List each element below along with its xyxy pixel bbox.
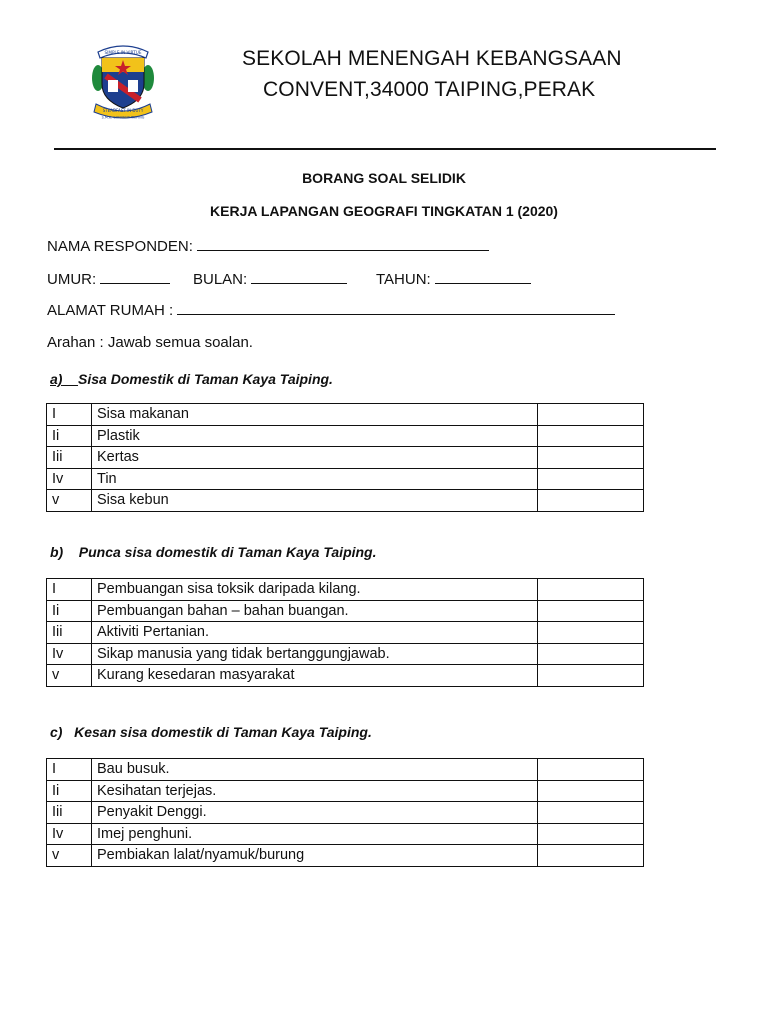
section-a-marker: a) xyxy=(50,371,63,387)
row-item: Imej penghuni. xyxy=(92,823,538,845)
table-row xyxy=(47,802,644,824)
row-item: Pembiakan lalat/nyamuk/burung xyxy=(92,845,538,867)
row-number: Ii xyxy=(47,425,92,447)
answer-cell[interactable] xyxy=(538,759,644,781)
section-b-heading xyxy=(50,544,377,560)
row-number: v xyxy=(47,665,92,687)
section-a-heading xyxy=(50,371,333,387)
row-number: Iv xyxy=(47,823,92,845)
nama-responden-field xyxy=(47,236,489,255)
row-item: Sisa kebun xyxy=(92,490,538,512)
row-number: Iv xyxy=(47,643,92,665)
answer-cell[interactable] xyxy=(538,643,644,665)
form-subtitle: KERJA LAPANGAN GEOGRAFI TINGKATAN 1 (2020) xyxy=(210,203,558,219)
answer-cell[interactable] xyxy=(538,845,644,867)
form-title: BORANG SOAL SELIDIK xyxy=(302,170,466,186)
answer-cell[interactable] xyxy=(538,780,644,802)
answer-cell[interactable] xyxy=(538,823,644,845)
table-row xyxy=(47,600,644,622)
row-item: Penyakit Denggi. xyxy=(92,802,538,824)
table-row xyxy=(47,447,644,469)
row-item: Sikap manusia yang tidak bertanggungjawab. xyxy=(92,643,538,665)
answer-cell[interactable] xyxy=(538,579,644,601)
school-name-line-1: SEKOLAH MENENGAH KEBANGSAAN xyxy=(242,47,622,70)
section-a-table xyxy=(46,403,644,512)
umur-field xyxy=(47,269,170,288)
bulan-field xyxy=(193,269,347,288)
answer-cell[interactable] xyxy=(538,447,644,469)
alamat-rumah-label: ALAMAT RUMAH : xyxy=(47,302,174,319)
table-row xyxy=(47,468,644,490)
umur-blank[interactable] xyxy=(100,269,170,284)
section-c-title: Kesan sisa domestik di Taman Kaya Taiping. xyxy=(74,724,372,740)
crest-motto-bottom: STEADFAST IN DUTY xyxy=(102,108,144,113)
school-crest-logo xyxy=(92,42,154,120)
row-item: Pembuangan sisa toksik daripada kilang. xyxy=(92,579,538,601)
row-item: Pembuangan bahan – bahan buangan. xyxy=(92,600,538,622)
tahun-blank[interactable] xyxy=(435,269,531,284)
alamat-rumah-field xyxy=(47,300,615,319)
row-number: Iv xyxy=(47,468,92,490)
tahun-label: TAHUN: xyxy=(376,271,431,288)
row-number: v xyxy=(47,490,92,512)
table-row xyxy=(47,579,644,601)
table-row xyxy=(47,622,644,644)
answer-cell[interactable] xyxy=(538,404,644,426)
row-item: Tin xyxy=(92,468,538,490)
row-item: Bau busuk. xyxy=(92,759,538,781)
section-c-heading xyxy=(50,724,372,740)
table-row xyxy=(47,823,644,845)
alamat-rumah-blank[interactable] xyxy=(177,300,615,315)
header-divider xyxy=(54,148,716,150)
section-b-marker: b) xyxy=(50,544,64,560)
nama-responden-label: NAMA RESPONDEN: xyxy=(47,238,193,255)
table-row xyxy=(47,404,644,426)
bulan-label: BULAN: xyxy=(193,271,248,288)
row-item: Kertas xyxy=(92,447,538,469)
row-number: Ii xyxy=(47,600,92,622)
section-c-table xyxy=(46,758,644,867)
row-number: v xyxy=(47,845,92,867)
row-number: I xyxy=(47,404,92,426)
answer-cell[interactable] xyxy=(538,425,644,447)
row-number: I xyxy=(47,759,92,781)
table-row xyxy=(47,425,644,447)
answer-cell[interactable] xyxy=(538,600,644,622)
answer-cell[interactable] xyxy=(538,622,644,644)
answer-cell[interactable] xyxy=(538,802,644,824)
table-row xyxy=(47,780,644,802)
tahun-field xyxy=(376,269,531,288)
row-number: Iii xyxy=(47,802,92,824)
row-item: Kesihatan terjejas. xyxy=(92,780,538,802)
table-row xyxy=(47,665,644,687)
answer-cell[interactable] xyxy=(538,468,644,490)
answer-cell[interactable] xyxy=(538,490,644,512)
table-row xyxy=(47,759,644,781)
row-number: Iii xyxy=(47,447,92,469)
row-item: Aktiviti Pertanian. xyxy=(92,622,538,644)
section-b-table xyxy=(46,578,644,687)
school-name-line-2: CONVENT,34000 TAIPING,PERAK xyxy=(263,78,596,101)
table-row xyxy=(47,490,644,512)
section-c-marker: c) xyxy=(50,724,63,740)
row-item: Plastik xyxy=(92,425,538,447)
row-number: I xyxy=(47,579,92,601)
row-number: Ii xyxy=(47,780,92,802)
table-row xyxy=(47,643,644,665)
nama-responden-blank[interactable] xyxy=(197,236,489,251)
umur-label: UMUR: xyxy=(47,271,97,288)
row-item: Sisa makanan xyxy=(92,404,538,426)
instruction-text: Arahan : Jawab semua soalan. xyxy=(47,334,253,351)
bulan-blank[interactable] xyxy=(251,269,347,284)
row-number: Iii xyxy=(47,622,92,644)
section-a-title: Sisa Domestik di Taman Kaya Taiping. xyxy=(78,371,333,387)
table-row xyxy=(47,845,644,867)
row-item: Kurang kesedaran masyarakat xyxy=(92,665,538,687)
section-b-title: Punca sisa domestik di Taman Kaya Taiping. xyxy=(78,544,377,560)
crest-base-text: S.M.K. CONVENT TAIPING xyxy=(101,115,145,120)
crest-motto-top: SIMPLE IN VIRTUE xyxy=(104,50,142,55)
answer-cell[interactable] xyxy=(538,665,644,687)
